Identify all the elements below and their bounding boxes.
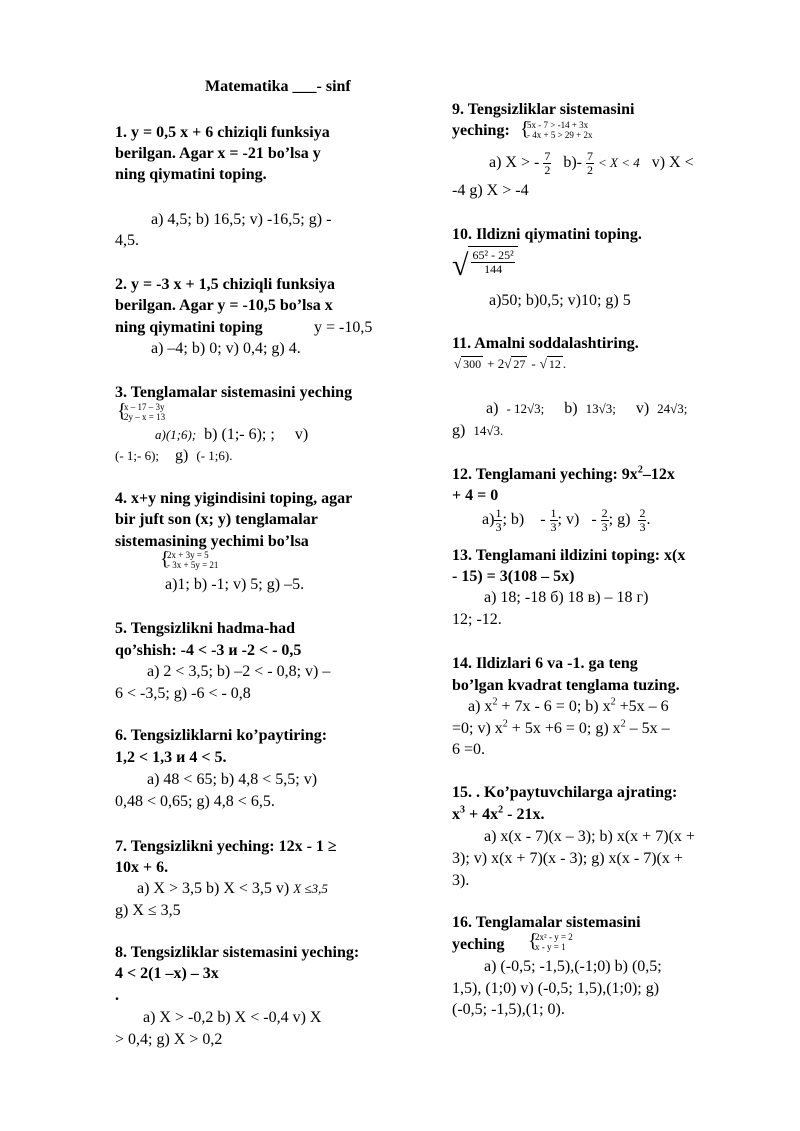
- q9-opt-b-sign: -: [576, 154, 582, 172]
- q11-minus: -: [531, 356, 536, 371]
- q1-answers-line1: a) 4,5; b) 16,5; v) -16,5; g) -: [151, 211, 332, 228]
- q11-title: 11. Amalni soddalashtiring.: [452, 335, 639, 352]
- q14-v-exp: 2: [502, 718, 508, 730]
- q11-opt-a-val: - 12√3;: [506, 401, 545, 416]
- q11-opt-g-val: 14√3.: [473, 423, 504, 438]
- q11-opt-a: a): [486, 400, 499, 417]
- q10-root-sign: √: [452, 249, 469, 282]
- q14-answers-line2: [452, 719, 670, 739]
- q5-line1: 5. Tengsizlikni hadma-had: [115, 620, 296, 637]
- q3-answers-line1: a)(1;6); b) (1;- 6); ; v): [155, 426, 309, 443]
- q12-opt-g: ; g): [608, 511, 631, 528]
- q12-b-num: 1: [550, 505, 557, 520]
- q12-rest: –12x: [642, 466, 675, 483]
- q16-answers-line1: a) (-0,5; -1,5),(-1;0) b) (0,5;: [484, 958, 662, 975]
- q14-line2: bo’lgan kvadrat tenglama tuzing.: [452, 677, 680, 694]
- q5-answers-line2: 6 < -3,5; g) -6 < - 0,8: [115, 685, 251, 702]
- q2-line3: ning qiymatini toping: [115, 319, 263, 336]
- q15-answers-line2: 3); v) x(x + 7)(x - 3); g) x(x - 7)(x +: [452, 850, 683, 867]
- q3-system: [117, 402, 165, 422]
- q16-brace: [528, 932, 573, 952]
- q16-system: [528, 932, 573, 952]
- q3-opt-g: g): [175, 447, 189, 464]
- q15-line1: 15. . Ko’paytuvchilarga ajrating:: [452, 784, 678, 801]
- q4-line3: sistemasining yechimi bo’lsa: [115, 533, 309, 550]
- q4-eq1: { 2x + 3y = 5: [167, 550, 209, 561]
- q14-answers-line3: 6 =0.: [452, 741, 486, 758]
- q12-answers: [482, 505, 650, 535]
- q12-line2: + 4 = 0: [452, 487, 499, 504]
- q3-eq1: { x – 17 – 3y: [124, 402, 165, 413]
- q6-line1: 6. Tengsizliklarni ko’paytiring:: [115, 727, 328, 744]
- q15-line2: [452, 805, 544, 825]
- q3-opt-v: v): [294, 426, 309, 443]
- q10-title: 10. Ildizni qiymatini toping.: [452, 226, 642, 243]
- q8-answers-line1: a) X > -0,2 b) X < -0,4 v) X: [143, 1009, 322, 1026]
- q16-eq2: x - y = 1: [535, 942, 566, 953]
- q7-answers-main: a) X > 3,5 b) X < 3,5 v): [137, 880, 290, 897]
- q10-den: 144: [484, 262, 503, 276]
- q14-v-text: =0; v) x: [452, 720, 503, 737]
- q9-opt-v: v) X <: [651, 154, 694, 172]
- q13-line1: 13. Tenglamani ildizini toping: x(x: [452, 547, 686, 564]
- q12-opt-a: a): [482, 511, 495, 528]
- q11-expression: [454, 354, 566, 374]
- q9-opt-b-range: < X < 4: [598, 155, 640, 171]
- q10-expression: [452, 246, 518, 286]
- q5-line2: qo’shish: -4 < -3 и -2 < - 0,5: [115, 642, 302, 659]
- q11-opt-b: b): [564, 400, 578, 417]
- q13-answers-line2: 12; -12.: [452, 611, 502, 628]
- q3-opt-a: a)(1;6);: [155, 427, 197, 442]
- q16-eq1: { 2x² - y = 2: [535, 932, 573, 943]
- q11-answers-line1: [486, 399, 687, 419]
- q10-fraction: [468, 246, 517, 278]
- q9-brace: [520, 120, 592, 140]
- q9-line2: yeching:: [452, 122, 510, 139]
- q9-ineq2: - 4x + 5 > 29 + 2x: [527, 130, 593, 141]
- q12-g-num: 2: [639, 505, 646, 520]
- q2-line2: berilgan. Agar y = -10,5 bo’lsa x: [115, 297, 333, 314]
- q4-line2: bir juft son (x; y) tenglamalar: [115, 511, 318, 528]
- q1-line3: ning qiymatini toping.: [115, 166, 267, 183]
- q12-exp: 2: [637, 464, 643, 476]
- q4-line1: 4. x+y ning yigindisini toping, agar: [115, 490, 353, 507]
- q11-radicand-2: 27: [513, 357, 526, 371]
- q12-a-num: 1: [495, 505, 502, 520]
- q11-radicand-1: 300: [463, 357, 482, 371]
- q16-answers-line3: (-0,5; -1,5),(1; 0).: [452, 1001, 565, 1018]
- q11-root-3: √ 12: [539, 356, 561, 371]
- q9-opt-a-num: 7: [544, 149, 551, 163]
- q3-title: 3. Tenglamalar sistemasini yeching: [115, 384, 353, 401]
- q11-opt-g: g): [452, 422, 466, 439]
- q9-opt-a-fraction: [543, 150, 551, 177]
- q3-opt-g-val: (- 1;6).: [196, 448, 233, 463]
- q13-line2: - 15) = 3(108 – 5x): [452, 568, 575, 585]
- q8-line2: 4 < 2(1 –x) – 3x: [115, 965, 219, 982]
- q7-answer-v: X ≤3,5: [293, 881, 328, 896]
- q11-radicand-3: 12: [548, 357, 561, 371]
- q11-root-1: √ 300: [454, 356, 482, 371]
- q2-extra: y = -10,5: [314, 319, 373, 336]
- q12-opt-v: ; v): [557, 511, 580, 528]
- q2-line1: 2. y = -3 x + 1,5 chiziqli funksiya: [115, 276, 336, 293]
- q3-answers-line2: [115, 446, 232, 466]
- q12-b-den: 3: [550, 519, 557, 534]
- q11-opt-b-val: 13√3;: [585, 401, 616, 416]
- q1-line1: 1. y = 0,5 x + 6 chiziqli funksiya: [115, 124, 330, 141]
- q11-answers-line2: [452, 421, 503, 441]
- q12-line1: [452, 465, 675, 485]
- q9-opt-b-num: 7: [587, 149, 593, 163]
- q7-line2: 10x + 6.: [115, 859, 169, 876]
- q9-answers-line1: [489, 150, 694, 177]
- q6-line2: 1,2 < 1,3 и 4 < 5.: [115, 749, 227, 766]
- q3-brace: [117, 402, 165, 422]
- q4-eq2: - 3x + 5y = 21: [167, 560, 219, 571]
- q6-answers-line1: a) 48 < 65; b) 4,8 < 5,5; v): [147, 771, 318, 788]
- q14-g-rest: – 5x –: [625, 720, 670, 737]
- q9-ineq1: { 5x - 7 > -14 + 3x: [527, 120, 589, 131]
- q4-brace: [160, 550, 218, 570]
- q12-v-den: 3: [601, 519, 608, 534]
- q15-mid: + 4x: [465, 806, 499, 823]
- q14-b-exp: 2: [610, 696, 616, 708]
- q7-line1: 7. Tengsizlikni yeching: 12x - 1 ≥: [115, 838, 337, 855]
- q12-v-num: 2: [601, 505, 608, 520]
- q4-system: [160, 550, 218, 570]
- q14-g-exp: 2: [620, 718, 626, 730]
- q15-answers-line1: a) x(x - 7)(x – 3); b) x(x + 7)(x +: [484, 828, 695, 845]
- q11-opt-v-val: 24√3;: [657, 401, 688, 416]
- q9-opt-b-den: 2: [587, 163, 593, 177]
- q1-line2: berilgan. Agar x = -21 bo’lsa y: [115, 145, 321, 162]
- q3-opt-b: b) (1;- 6);: [204, 426, 267, 443]
- q10-answers: a)50; b)0,5; v)10; g) 5: [489, 292, 631, 309]
- q5-answers-line1: a) 2 < 3,5; b) –2 < - 0,8; v) –: [147, 663, 331, 680]
- q3-eq2: 2y – x = 13: [124, 412, 166, 423]
- q12-b-sign: -: [540, 511, 546, 528]
- q15-x: x: [452, 806, 460, 823]
- q12-opt-b: ; b): [502, 511, 525, 528]
- q12-frac-b: [550, 507, 558, 534]
- q8-answers-line2: > 0,4; g) X > 0,2: [115, 1031, 223, 1048]
- q1-answers-line2: 4,5.: [115, 232, 139, 249]
- q11-coef: + 2: [487, 356, 505, 371]
- q16-line1: 16. Tenglamalar sistemasini: [452, 914, 641, 931]
- q8-line1: 8. Tengsizliklar sistemasini yeching:: [115, 944, 360, 961]
- q14-b-rest: +5x – 6: [615, 698, 669, 715]
- q11-dot: .: [562, 356, 567, 371]
- q14-line1: 14. Ildizlari 6 va -1. ga teng: [452, 655, 638, 672]
- q3-opt-v-val: (- 1;- 6);: [115, 448, 160, 463]
- q2-answers: a) –4; b) 0; v) 0,4; g) 4.: [151, 340, 301, 357]
- q12-v-sign: -: [591, 511, 597, 528]
- q9-line1: 9. Tengsizliklar sistemasini: [452, 101, 635, 118]
- q9-opt-a-den: 2: [544, 163, 551, 177]
- q14-b-text: + 7x - 6 = 0; b) x: [497, 698, 611, 715]
- q6-answers-line2: 0,48 < 0,65; g) 4,8 < 6,5.: [115, 793, 275, 810]
- q9-opt-a: a) X >: [489, 154, 531, 172]
- q14-answers-line1: [468, 697, 669, 717]
- q9-system: [520, 120, 592, 140]
- q12-g-dot: .: [646, 511, 651, 528]
- q9-opt-b-fraction: [586, 150, 594, 177]
- q7-answer-g: g) X ≤ 3,5: [115, 902, 181, 919]
- q16-line2: yeching: [452, 936, 505, 953]
- q15-answers-line3: 3).: [452, 872, 470, 889]
- q9-opt-a-sign: -: [534, 154, 540, 172]
- q4-answers: a)1; b) -1; v) 5; g) –5.: [165, 576, 305, 593]
- page-title: Matematika ___- sinf: [205, 78, 351, 95]
- q12-g-den: 3: [639, 519, 646, 534]
- q8-line3: .: [115, 987, 119, 1004]
- q14-a-exp: 2: [492, 696, 498, 708]
- q14-g-text: + 5x +6 = 0; g) x: [507, 720, 621, 737]
- q7-answers: [137, 879, 328, 899]
- q10-num: 65² - 25²: [472, 248, 514, 262]
- q13-answers-line1: a) 18; -18 б) 18 в) – 18 г): [484, 589, 649, 606]
- q12-a-den: 3: [495, 519, 502, 534]
- q15-exp3: 3: [460, 804, 465, 816]
- q9-opt-b: b): [563, 154, 577, 172]
- q16-answers-line2: 1,5), (1;0) v) (-0,5; 1,5),(1;0); g): [452, 980, 660, 997]
- q11-opt-v: v): [635, 400, 650, 417]
- q15-end: - 21x.: [503, 806, 545, 823]
- q14-a-text: a) x: [468, 698, 493, 715]
- q11-root-2: √ 27: [504, 356, 526, 371]
- q12-text: 12. Tenglamani yeching: 9x: [452, 466, 638, 483]
- q15-exp2: 2: [498, 804, 504, 816]
- q9-answers-line2: -4 g) X > -4: [452, 182, 529, 199]
- q12-frac-v: [601, 507, 609, 534]
